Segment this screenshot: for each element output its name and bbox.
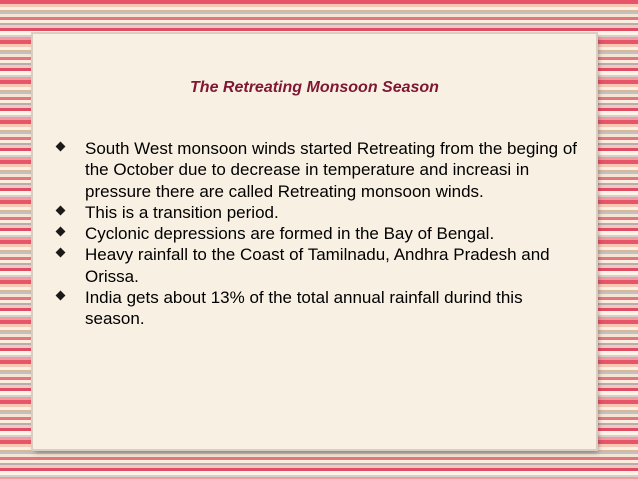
bullet-item xyxy=(53,287,583,330)
diamond-bullet-icon xyxy=(56,205,66,215)
bullet-text: This is a transition period. xyxy=(85,202,279,222)
diamond-bullet-icon xyxy=(56,227,66,237)
diamond-bullet-icon xyxy=(56,142,66,152)
bullet-list xyxy=(53,138,583,330)
bullet-text: Heavy rainfall to the Coast of Tamilnadu, Andhra Pradesh and Orissa. xyxy=(85,245,550,286)
slide-title: The Retreating Monsoon Season xyxy=(190,79,439,96)
slide-content-panel xyxy=(33,34,596,449)
diamond-bullet-icon xyxy=(56,291,66,301)
bullet-text: Cyclonic depressions are formed in the Bay of Bengal. xyxy=(85,224,495,244)
bullet-text: South West monsoon winds started Retreating from the beging of the October due to decrease in temperature and increasi in pressure there are called Retreating monsoon winds. xyxy=(85,139,578,201)
bullet-item xyxy=(53,223,583,244)
bullet-item xyxy=(53,202,583,223)
bullet-item xyxy=(53,138,583,202)
diamond-bullet-icon xyxy=(56,248,66,258)
bullet-item xyxy=(53,244,583,287)
bullet-text: India gets about 13% of the total annual rainfall durind this season. xyxy=(85,288,523,329)
